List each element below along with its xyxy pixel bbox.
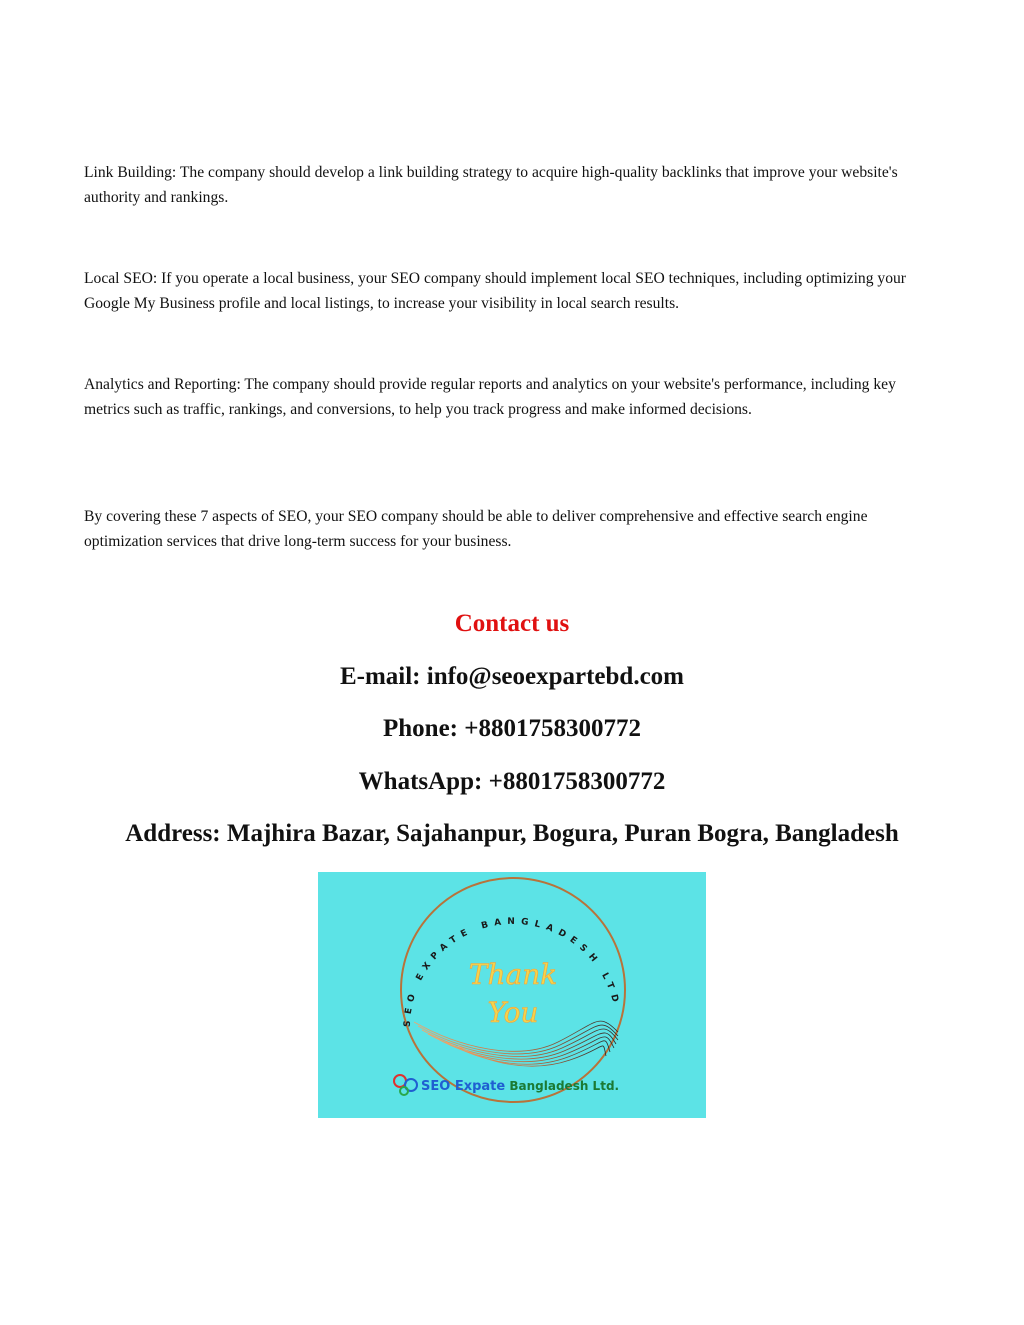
phone-line: Phone: +8801758300772	[383, 715, 641, 742]
company-logo	[394, 1075, 619, 1095]
conclusion-paragraph: By covering these 7 aspects of SEO, your SEO company should be able to deliver comprehensive and effective search engine optimization services that drive long-term success for your business.	[84, 508, 868, 550]
you-script: You	[487, 996, 539, 1029]
email-line: E-mail: info@seoexpartebd.com	[339, 663, 685, 690]
thank-you-graphic	[318, 872, 706, 1118]
link-building-paragraph: Link Building: The company should develop a link building strategy to acquire high-quality backlinks that improve your website's authority and rankings.	[84, 164, 898, 206]
analytics-paragraph: Analytics and Reporting: The company should provide regular reports and analytics on your website's performance, including key metrics such as traffic, rankings, and conversions, to help you track progress and make informed decisions.	[84, 376, 896, 418]
logo-name: SEO Expate Bangladesh Ltd.	[421, 1079, 620, 1094]
thank-you-image	[318, 872, 706, 1118]
badge-ring-text: SEO EXPATE BANGLADESH LTD	[402, 916, 622, 1028]
address-line: Address: Majhira Bazar, Sajahanpur, Bogura, Puran Bogra, Bangladesh	[125, 820, 899, 847]
local-seo-paragraph: Local SEO: If you operate a local business, your SEO company should implement local SEO techniques, including optimizing your Google My Business profile and local listings, to increase your visibility in local search results.	[84, 270, 906, 312]
contact-heading: Contact us	[454, 610, 570, 637]
whatsapp-line: WhatsApp: +8801758300772	[358, 768, 666, 795]
logo-mark-icon	[394, 1075, 417, 1095]
thank-script: Thank	[468, 958, 558, 991]
